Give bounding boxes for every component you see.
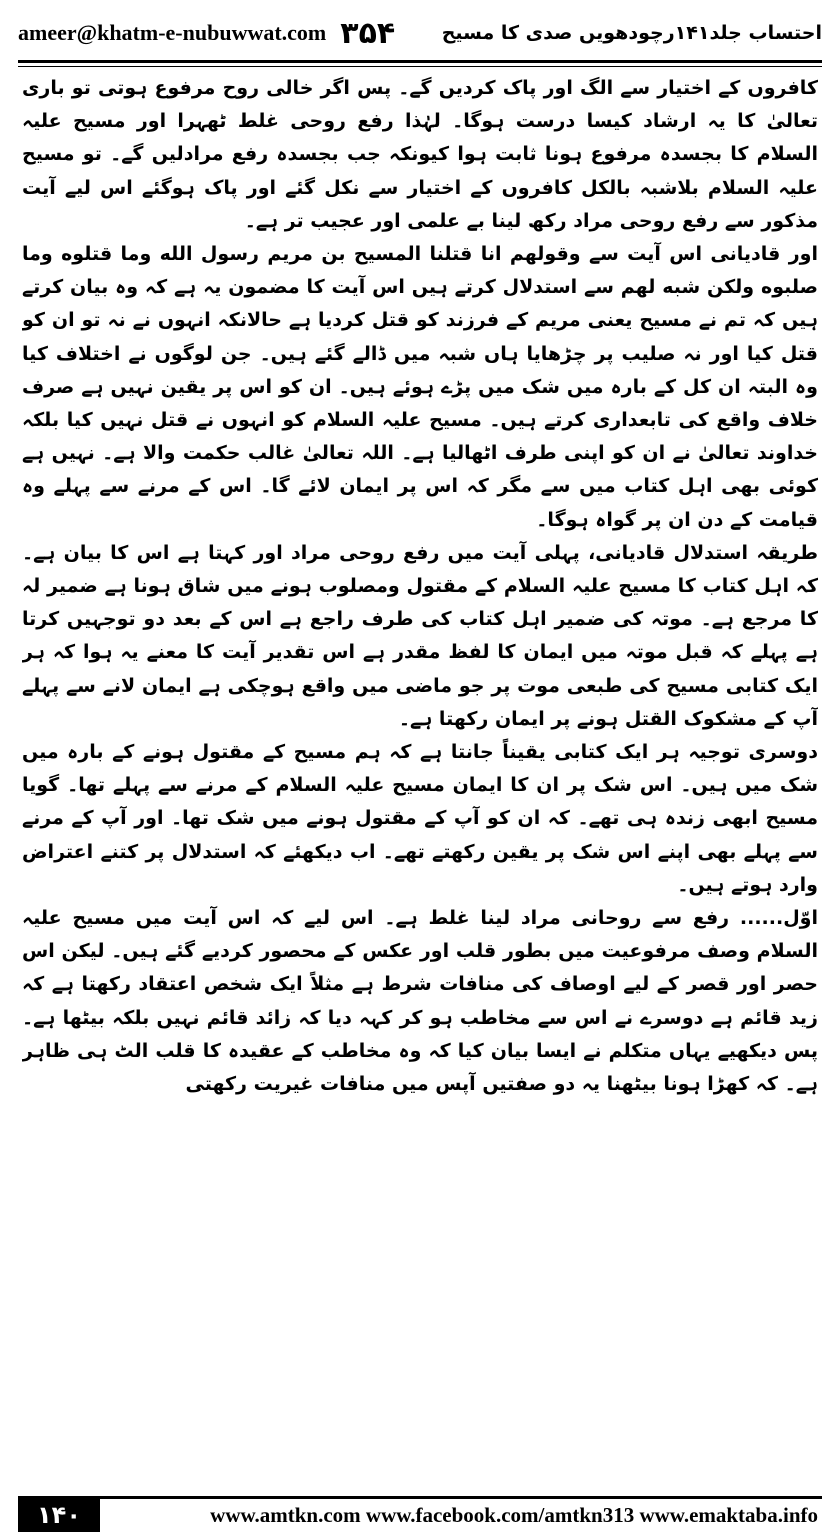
running-title: احتساب جلد۱۴۱رچودھویں صدی کا مسیح (441, 22, 822, 44)
paragraph: دوسری توجیہ ہر ایک کتابی یقیناً جانتا ہے کہ ہم مسیح کے مقتول ہونے کے بارہ میں شک میں ہیں۔ اس شک پر ان کا ایمان مسیح علیہ السلام کے مرنے سے پہلے تھا۔ گویا مسیح ابھی زندہ ہی تھے۔ کہ ان کو آپ کے مقتول ہونے میں شک تھا۔ اور آپ کے مرنے سے پہلے بھی اپنے اس شک پر یقین رکھتے تھے۔ اب دیکھئے کہ استدلال پر کتنے اعتراض وارد ہوتے ہیں۔ (22, 741, 818, 896)
body-text (22, 72, 818, 1490)
folio-number: ۱۴۰ (18, 1498, 100, 1532)
header-left (18, 16, 395, 51)
footer-rule (18, 1496, 822, 1499)
page-number: ۳۵۴ (340, 15, 396, 51)
paragraph: اوّل...... رفع سے روحانی مراد لینا غلط ہے۔ اس لیے کہ اس آیت میں مسیح علیہ السلام وصف مرفوعیت میں بطور قلب اور عکس کے محصور کردیے گئے ہیں۔ لیکن اس حصر اور قصر کے لیے اوصاف کی منافات شرط ہے مثلاً ایک شخص اعتقاد رکھتا ہے کہ زید قائم ہے دوسرے نے اس سے مخاطب ہو کر کہہ دیا کہ زائد قائم نہیں بلکہ بیٹھا ہے۔ پس دیکھیے یہاں متکلم نے ایسا بیان کیا کہ وہ مخاطب کے عقیدہ کا قلب الٹ ہی ظاہر ہے۔ کہ کھڑا ہونا بیٹھنا یہ دو صفتیں آپس میں منافات غیریت رکھتی (22, 907, 818, 1096)
paragraph: کافروں کے اختیار سے الگ اور پاک کردیں گے۔ پس اگر خالی روح مرفوع ہوتی تو باری تعالیٰ کا یہ ارشاد کیسا درست ہوگا۔ لہٰذا رفع روحی غلط ٹھہرا اور مسیح علیہ السلام کا بجسدہ مرفوع ہونا ثابت ہوا کیونکہ جب بجسدہ رفع مرادلیں گے۔ تو مسیح علیہ السلام بلاشبہ بالکل کافروں کے اختیار سے نکل گئے اور پاک ہوگئے اس لیے آیت مذکور سے رفع روحی مراد رکھ لینا بے علمی اور عجیب تر ہے۔ (22, 77, 818, 232)
header-rule-thick (18, 60, 822, 63)
header-rule-thin (18, 66, 822, 67)
email-address: ameer@khatm-e-nubuwwat.com (18, 20, 327, 45)
paragraph: اور قادیانی اس آیت سے وقولهم انا قتلنا المسيح بن مريم رسول الله وما قتلوه وما صلبوه ولكن شبه لهم سے استدلال کرتے ہیں اس آیت کا مضمون یہ ہے کہ وہ بیان کرتے ہیں کہ تم نے مسیح یعنی مریم کے فرزند کو قتل کردیا ہے حالانکہ انہوں نے نہ تو ان کو قتل کیا اور نہ صلیب پر چڑھایا ہاں شبہ میں ڈالے گئے ہیں۔ جن لوگوں نے اختلاف کیا وہ البتہ ان کل کے بارہ میں شک میں پڑے ہوئے ہیں۔ ان کو اس پر یقین نہیں ہے صرف خلاف واقع کی تابعداری کرتے ہیں۔ مسیح علیہ السلام کو انہوں نے قتل نہیں کیا بلکہ خداوند تعالیٰ نے ان کو اپنی طرف اٹھالیا ہے۔ اللہ تعالیٰ غالب حکمت والا ہے۔ نہیں ہے کوئی بھی اہل کتاب میں سے مگر کہ اس پر ایمان لائے گا۔ اس کے مرنے سے پہلے وہ قیامت کے دن ان پر گواہ ہوگا۔ (22, 243, 818, 531)
footer-links: www.amtkn.com www.facebook.com/amtkn313 www.emaktaba.info (210, 1502, 818, 1527)
paragraph: طریقہ استدلال قادیانی، پہلی آیت میں رفع روحی مراد اور کہتا ہے اس کا بیان ہے۔ کہ اہل کتاب کا مسیح علیہ السلام کے مقتول ومصلوب ہونے میں شاق ہونا ہے ضمیر لہ کا مرجع ہے۔ موتہ کی ضمیر اہل کتاب کی طرف راجع ہے اس کے بعد دو توجہیں کرتا ہے پہلے کہ قبل موتہ میں ایمان کا لفظ مقدر ہے اس تقدیر آیت کا معنے یہ ہوا کہ ہر ایک کتابی مسیح کی طبعی موت پر جو ماضی میں واقع ہوچکی ہے ایمان لانے سے پہلے آپ کے مشکوک القتل ہونے پر ایمان رکھتا ہے۔ (22, 541, 818, 730)
page-header (18, 10, 822, 56)
page-footer (18, 1496, 822, 1534)
